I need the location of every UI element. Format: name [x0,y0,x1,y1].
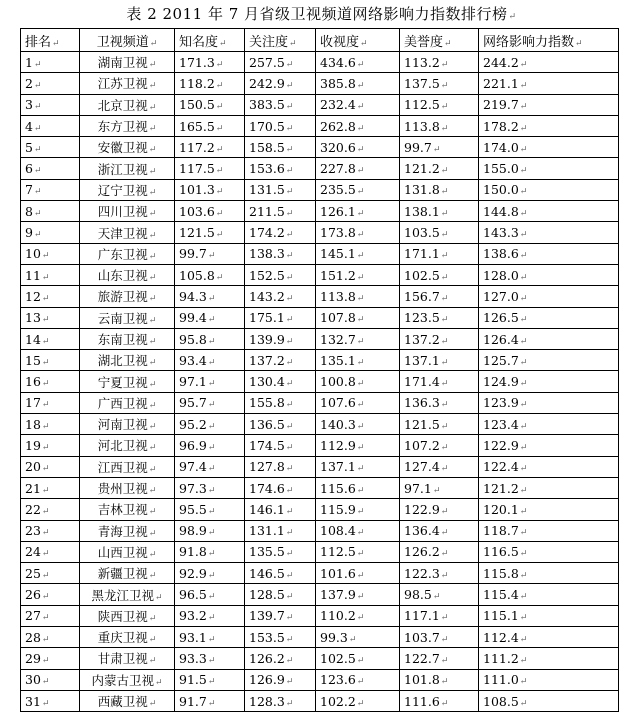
rank-cell: 10↵ [21,243,80,264]
reputation-cell: 99.7↵ [400,137,479,158]
viewership-cell: 235.5↵ [316,179,400,200]
viewership-cell: 107.8↵ [316,307,400,328]
viewership-cell: 140.3↵ [316,414,400,435]
channel-cell: 黑龙江卫视↵ [80,584,175,605]
viewership-cell: 232.4↵ [316,94,400,115]
table-row [21,137,619,158]
reputation-cell: 136.3↵ [400,392,479,413]
viewership-cell: 112.5↵ [316,541,400,562]
rank-cell: 21↵ [21,477,80,498]
attention-cell: 175.1↵ [245,307,316,328]
reputation-cell: 123.5↵ [400,307,479,328]
awareness-cell: 103.6↵ [175,201,245,222]
reputation-cell: 122.3↵ [400,563,479,584]
index-cell: 123.4↵ [479,414,619,435]
channel-cell: 广西卫视↵ [80,392,175,413]
reputation-cell: 156.7↵ [400,286,479,307]
awareness-cell: 95.2↵ [175,414,245,435]
table-row [21,158,619,179]
awareness-cell: 171.3↵ [175,52,245,73]
reputation-cell: 97.1↵ [400,477,479,498]
channel-cell: 浙江卫视↵ [80,158,175,179]
channel-cell: 青海卫视↵ [80,520,175,541]
header-row [21,29,619,52]
attention-cell: 135.5↵ [245,541,316,562]
table-row [21,414,619,435]
table-row [21,243,619,264]
attention-cell: 127.8↵ [245,456,316,477]
rank-cell: 3↵ [21,94,80,115]
attention-cell: 138.3↵ [245,243,316,264]
awareness-cell: 93.1↵ [175,627,245,648]
attention-cell: 153.6↵ [245,158,316,179]
table-title-text: 表 2 2011 年 7 月省级卫视频道网络影响力指数排行榜 [126,5,508,23]
awareness-cell: 117.5↵ [175,158,245,179]
index-cell: 128.0↵ [479,264,619,285]
awareness-cell: 121.5↵ [175,222,245,243]
channel-cell: 天津卫视↵ [80,222,175,243]
index-cell: 115.4↵ [479,584,619,605]
index-cell: 143.3↵ [479,222,619,243]
table-body [21,52,619,712]
reputation-cell: 113.2↵ [400,52,479,73]
viewership-cell: 320.6↵ [316,137,400,158]
attention-cell: 152.5↵ [245,264,316,285]
viewership-cell: 137.9↵ [316,584,400,605]
rank-cell: 16↵ [21,371,80,392]
channel-cell: 四川卫视↵ [80,201,175,222]
attention-cell: 174.2↵ [245,222,316,243]
rank-cell: 29↵ [21,648,80,669]
index-cell: 127.0↵ [479,286,619,307]
attention-cell: 128.3↵ [245,690,316,711]
table-row [21,477,619,498]
header-awareness: 知名度↵ [175,29,245,52]
table-row [21,201,619,222]
rank-cell: 28↵ [21,627,80,648]
channel-cell: 陕西卫视↵ [80,605,175,626]
viewership-cell: 113.8↵ [316,286,400,307]
table-row [21,648,619,669]
attention-cell: 139.9↵ [245,328,316,349]
table-row [21,456,619,477]
channel-cell: 河南卫视↵ [80,414,175,435]
reputation-cell: 113.8↵ [400,115,479,136]
table-row [21,307,619,328]
attention-cell: 153.5↵ [245,627,316,648]
rank-cell: 12↵ [21,286,80,307]
viewership-cell: 100.8↵ [316,371,400,392]
reputation-cell: 171.4↵ [400,371,479,392]
reputation-cell: 171.1↵ [400,243,479,264]
viewership-cell: 123.6↵ [316,669,400,690]
awareness-cell: 105.8↵ [175,264,245,285]
channel-cell: 东方卫视↵ [80,115,175,136]
attention-cell: 383.5↵ [245,94,316,115]
viewership-cell: 115.9↵ [316,499,400,520]
awareness-cell: 97.4↵ [175,456,245,477]
channel-cell: 山东卫视↵ [80,264,175,285]
attention-cell: 211.5↵ [245,201,316,222]
index-cell: 174.0↵ [479,137,619,158]
index-cell: 118.7↵ [479,520,619,541]
rank-cell: 1↵ [21,52,80,73]
index-cell: 125.7↵ [479,350,619,371]
viewership-cell: 385.8↵ [316,73,400,94]
index-cell: 111.2↵ [479,648,619,669]
channel-cell: 北京卫视↵ [80,94,175,115]
index-cell: 124.9↵ [479,371,619,392]
channel-cell: 辽宁卫视↵ [80,179,175,200]
index-cell: 116.5↵ [479,541,619,562]
table-title [0,4,643,27]
header-channel: 卫视频道↵ [80,29,175,52]
table-row [21,222,619,243]
reputation-cell: 137.5↵ [400,73,479,94]
attention-cell: 155.8↵ [245,392,316,413]
attention-cell: 146.1↵ [245,499,316,520]
reputation-cell: 111.6↵ [400,690,479,711]
viewership-cell: 110.2↵ [316,605,400,626]
reputation-cell: 107.2↵ [400,435,479,456]
channel-cell: 西藏卫视↵ [80,690,175,711]
header-reputation: 美誉度↵ [400,29,479,52]
index-cell: 122.9↵ [479,435,619,456]
awareness-cell: 91.5↵ [175,669,245,690]
awareness-cell: 95.5↵ [175,499,245,520]
awareness-cell: 101.3↵ [175,179,245,200]
reputation-cell: 131.8↵ [400,179,479,200]
rank-cell: 23↵ [21,520,80,541]
attention-cell: 126.2↵ [245,648,316,669]
index-cell: 112.4↵ [479,627,619,648]
awareness-cell: 98.9↵ [175,520,245,541]
header-index: 网络影响力指数↵ [479,29,619,52]
table-row [21,669,619,690]
paragraph-mark-icon: ↵ [508,12,517,22]
channel-cell: 新疆卫视↵ [80,563,175,584]
table-row [21,286,619,307]
index-cell: 144.8↵ [479,201,619,222]
reputation-cell: 122.9↵ [400,499,479,520]
rank-cell: 22↵ [21,499,80,520]
index-cell: 221.1↵ [479,73,619,94]
awareness-cell: 118.2↵ [175,73,245,94]
awareness-cell: 99.7↵ [175,243,245,264]
index-cell: 121.2↵ [479,477,619,498]
rank-cell: 26↵ [21,584,80,605]
rank-cell: 15↵ [21,350,80,371]
reputation-cell: 122.7↵ [400,648,479,669]
index-cell: 122.4↵ [479,456,619,477]
awareness-cell: 93.2↵ [175,605,245,626]
index-cell: 120.1↵ [479,499,619,520]
attention-cell: 128.5↵ [245,584,316,605]
viewership-cell: 99.3↵ [316,627,400,648]
viewership-cell: 112.9↵ [316,435,400,456]
table-row [21,584,619,605]
reputation-cell: 121.5↵ [400,414,479,435]
table-row [21,392,619,413]
awareness-cell: 93.4↵ [175,350,245,371]
rank-cell: 14↵ [21,328,80,349]
awareness-cell: 165.5↵ [175,115,245,136]
rank-cell: 20↵ [21,456,80,477]
table-row [21,499,619,520]
channel-cell: 湖北卫视↵ [80,350,175,371]
rank-cell: 4↵ [21,115,80,136]
rank-cell: 13↵ [21,307,80,328]
awareness-cell: 91.8↵ [175,541,245,562]
table-row [21,605,619,626]
index-cell: 155.0↵ [479,158,619,179]
header-attention: 关注度↵ [245,29,316,52]
awareness-cell: 97.3↵ [175,477,245,498]
table-row [21,435,619,456]
channel-cell: 甘肃卫视↵ [80,648,175,669]
reputation-cell: 136.4↵ [400,520,479,541]
awareness-cell: 96.9↵ [175,435,245,456]
index-cell: 244.2↵ [479,52,619,73]
channel-cell: 内蒙古卫视↵ [80,669,175,690]
awareness-cell: 95.8↵ [175,328,245,349]
channel-cell: 湖南卫视↵ [80,52,175,73]
rank-cell: 30↵ [21,669,80,690]
channel-cell: 重庆卫视↵ [80,627,175,648]
rank-cell: 18↵ [21,414,80,435]
channel-cell: 江西卫视↵ [80,456,175,477]
index-cell: 126.5↵ [479,307,619,328]
index-cell: 178.2↵ [479,115,619,136]
rank-cell: 6↵ [21,158,80,179]
reputation-cell: 98.5↵ [400,584,479,605]
rank-cell: 7↵ [21,179,80,200]
channel-cell: 山西卫视↵ [80,541,175,562]
awareness-cell: 91.7↵ [175,690,245,711]
reputation-cell: 126.2↵ [400,541,479,562]
channel-cell: 东南卫视↵ [80,328,175,349]
rank-cell: 11↵ [21,264,80,285]
reputation-cell: 103.5↵ [400,222,479,243]
awareness-cell: 94.3↵ [175,286,245,307]
table-row [21,328,619,349]
channel-cell: 旅游卫视↵ [80,286,175,307]
attention-cell: 174.6↵ [245,477,316,498]
attention-cell: 136.5↵ [245,414,316,435]
channel-cell: 河北卫视↵ [80,435,175,456]
reputation-cell: 101.8↵ [400,669,479,690]
viewership-cell: 137.1↵ [316,456,400,477]
attention-cell: 139.7↵ [245,605,316,626]
viewership-cell: 115.6↵ [316,477,400,498]
table-row [21,541,619,562]
index-cell: 123.9↵ [479,392,619,413]
reputation-cell: 112.5↵ [400,94,479,115]
reputation-cell: 117.1↵ [400,605,479,626]
rank-cell: 24↵ [21,541,80,562]
awareness-cell: 150.5↵ [175,94,245,115]
reputation-cell: 102.5↵ [400,264,479,285]
attention-cell: 130.4↵ [245,371,316,392]
attention-cell: 158.5↵ [245,137,316,158]
attention-cell: 143.2↵ [245,286,316,307]
viewership-cell: 132.7↵ [316,328,400,349]
attention-cell: 137.2↵ [245,350,316,371]
reputation-cell: 121.2↵ [400,158,479,179]
table-row [21,627,619,648]
rank-cell: 2↵ [21,73,80,94]
attention-cell: 242.9↵ [245,73,316,94]
reputation-cell: 137.2↵ [400,328,479,349]
viewership-cell: 101.6↵ [316,563,400,584]
rank-cell: 5↵ [21,137,80,158]
index-cell: 111.0↵ [479,669,619,690]
viewership-cell: 227.8↵ [316,158,400,179]
table-row [21,94,619,115]
attention-cell: 146.5↵ [245,563,316,584]
index-cell: 108.5↵ [479,690,619,711]
table-row [21,690,619,711]
ranking-table [20,28,619,712]
rank-cell: 27↵ [21,605,80,626]
viewership-cell: 262.8↵ [316,115,400,136]
awareness-cell: 99.4↵ [175,307,245,328]
table-row [21,264,619,285]
awareness-cell: 96.5↵ [175,584,245,605]
awareness-cell: 92.9↵ [175,563,245,584]
awareness-cell: 93.3↵ [175,648,245,669]
table-row [21,179,619,200]
channel-cell: 宁夏卫视↵ [80,371,175,392]
table-row [21,350,619,371]
attention-cell: 174.5↵ [245,435,316,456]
index-cell: 115.8↵ [479,563,619,584]
index-cell: 150.0↵ [479,179,619,200]
table-row [21,563,619,584]
header-rank: 排名↵ [21,29,80,52]
header-viewership: 收视度↵ [316,29,400,52]
channel-cell: 吉林卫视↵ [80,499,175,520]
table-row [21,371,619,392]
index-cell: 115.1↵ [479,605,619,626]
channel-cell: 安徽卫视↵ [80,137,175,158]
viewership-cell: 434.6↵ [316,52,400,73]
reputation-cell: 138.1↵ [400,201,479,222]
reputation-cell: 127.4↵ [400,456,479,477]
viewership-cell: 102.2↵ [316,690,400,711]
awareness-cell: 117.2↵ [175,137,245,158]
table-row [21,115,619,136]
table-row [21,73,619,94]
viewership-cell: 126.1↵ [316,201,400,222]
viewership-cell: 151.2↵ [316,264,400,285]
attention-cell: 131.5↵ [245,179,316,200]
attention-cell: 257.5↵ [245,52,316,73]
reputation-cell: 103.7↵ [400,627,479,648]
rank-cell: 9↵ [21,222,80,243]
viewership-cell: 173.8↵ [316,222,400,243]
index-cell: 219.7↵ [479,94,619,115]
viewership-cell: 145.1↵ [316,243,400,264]
attention-cell: 126.9↵ [245,669,316,690]
rank-cell: 8↵ [21,201,80,222]
viewership-cell: 102.5↵ [316,648,400,669]
attention-cell: 131.1↵ [245,520,316,541]
reputation-cell: 137.1↵ [400,350,479,371]
awareness-cell: 97.1↵ [175,371,245,392]
channel-cell: 云南卫视↵ [80,307,175,328]
index-cell: 138.6↵ [479,243,619,264]
index-cell: 126.4↵ [479,328,619,349]
rank-cell: 19↵ [21,435,80,456]
channel-cell: 江苏卫视↵ [80,73,175,94]
table-row [21,52,619,73]
channel-cell: 广东卫视↵ [80,243,175,264]
viewership-cell: 108.4↵ [316,520,400,541]
rank-cell: 25↵ [21,563,80,584]
table-row [21,520,619,541]
rank-cell: 31↵ [21,690,80,711]
rank-cell: 17↵ [21,392,80,413]
viewership-cell: 135.1↵ [316,350,400,371]
attention-cell: 170.5↵ [245,115,316,136]
awareness-cell: 95.7↵ [175,392,245,413]
channel-cell: 贵州卫视↵ [80,477,175,498]
viewership-cell: 107.6↵ [316,392,400,413]
